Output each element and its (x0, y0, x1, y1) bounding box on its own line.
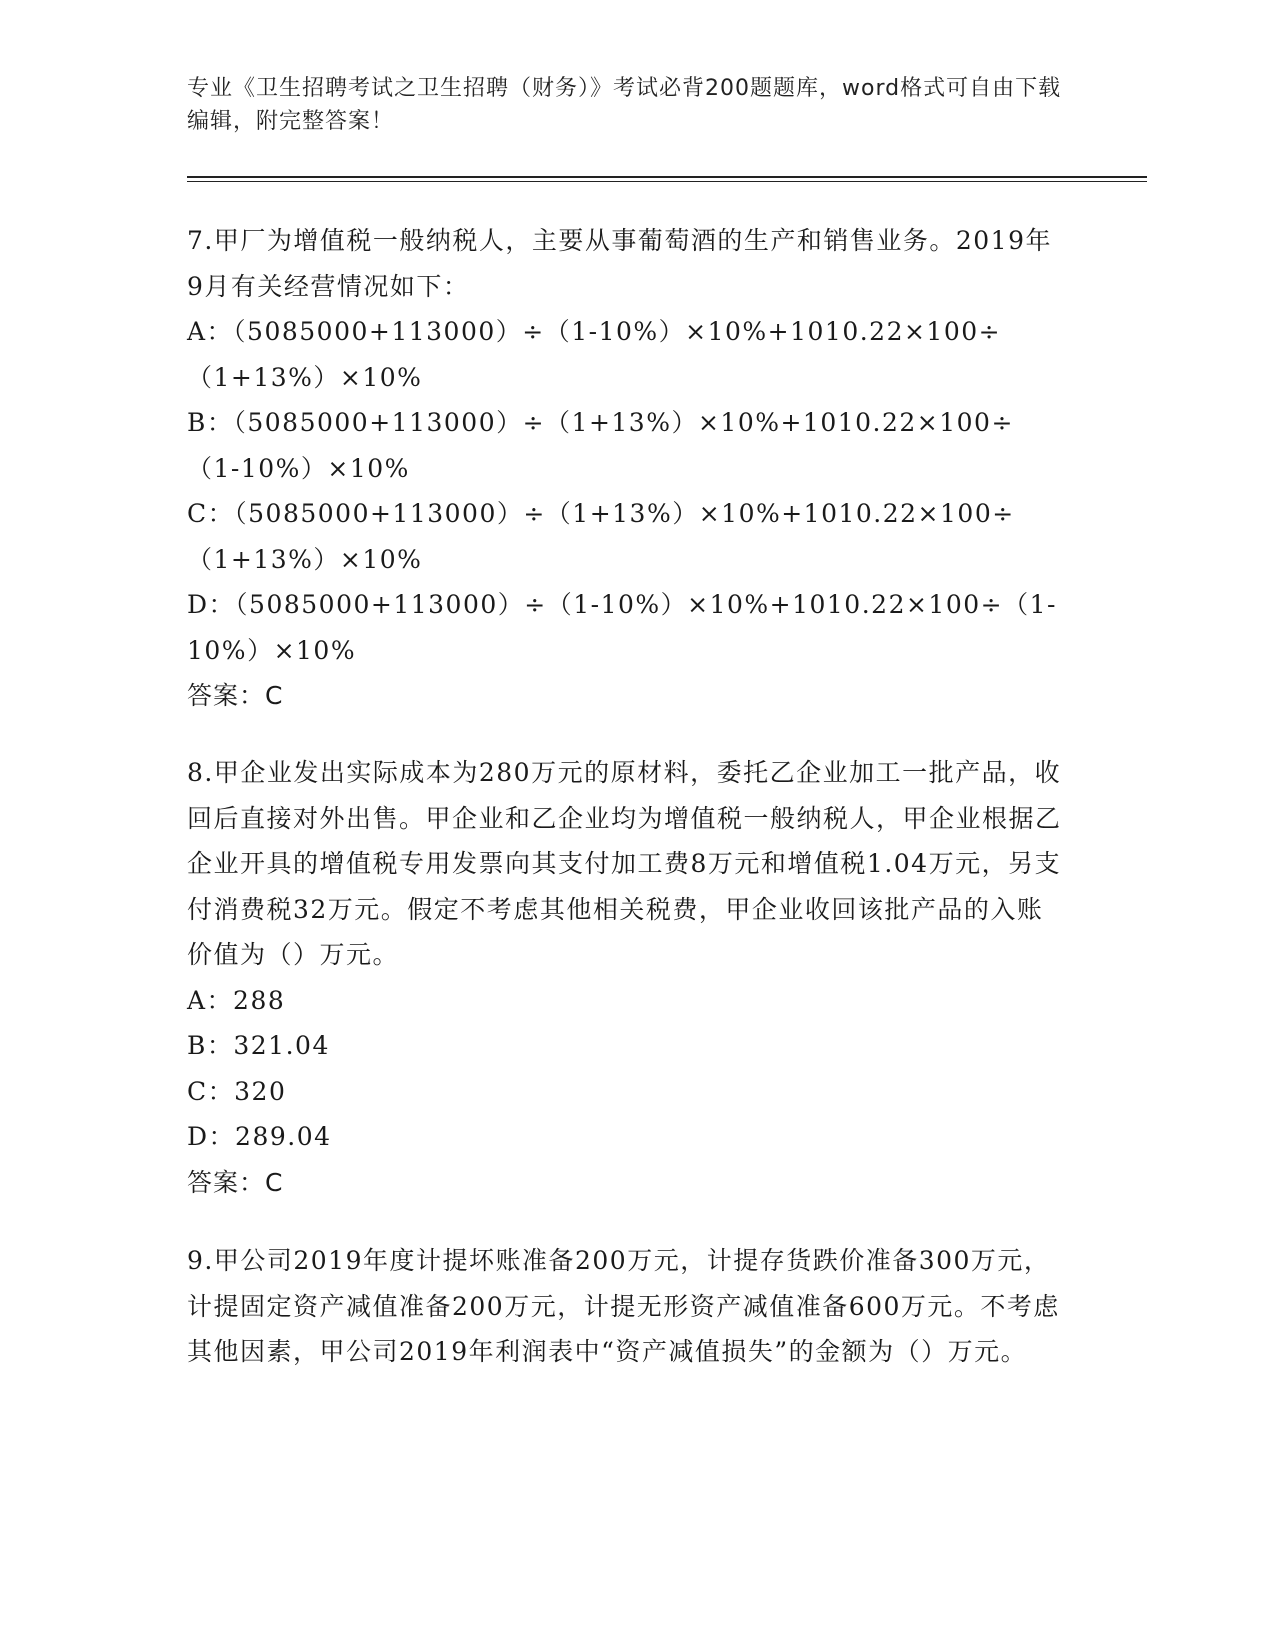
question-9 (187, 1238, 1067, 1375)
answer-line: 答案：C (187, 1167, 284, 1197)
option-d: D：（5085000+113000）÷（1-10%）×10%+1010.22×100÷（1-10%）×10% (187, 590, 1057, 665)
option-d: D：289.04 (187, 1122, 332, 1151)
option-b: B：（5085000+113000）÷（1+13%）×10%+1010.22×100÷（1-10%）×10% (187, 408, 1014, 483)
question-7 (187, 218, 1067, 719)
option-a: A：（5085000+113000）÷（1-10%）×10%+1010.22×100÷（1+13%）×10% (187, 317, 1002, 392)
question-stem: 7.甲厂为增值税一般纳税人，主要从事葡萄酒的生产和销售业务。2019年9月有关经营情况如下： (187, 226, 1052, 301)
header-divider-thin (187, 181, 1147, 182)
option-c: C：（5085000+113000）÷（1+13%）×10%+1010.22×100÷（1+13%）×10% (187, 499, 1015, 574)
question-stem: 8.甲企业发出实际成本为280万元的原材料，委托乙企业加工一批产品，收回后直接对外出售。甲企业和乙企业均为增值税一般纳税人，甲企业根据乙企业开具的增值税专用发票向其支付加工费8万元和增值税1.04万元，另支付消费税32万元。假定不考虑其他相关税费，甲企业收回该批产品的入账价值为（）万元。 (187, 758, 1062, 969)
document-header: 专业《卫生招聘考试之卫生招聘（财务）》考试必背200题题库，word格式可自由下载编辑，附完整答案！ (187, 76, 1062, 134)
header-divider (187, 176, 1147, 178)
question-stem: 9.甲公司2019年度计提坏账准备200万元，计提存货跌价准备300万元，计提固定资产减值准备200万元，计提无形资产减值准备600万元。不考虑其他因素，甲公司2019年利润表中“资产减值损失”的金额为（）万元。 (187, 1246, 1060, 1366)
answer-line: 答案：C (187, 681, 284, 710)
option-c: C：320 (187, 1076, 287, 1106)
question-8 (187, 750, 1067, 1205)
option-a: A：288 (187, 985, 286, 1015)
option-b: B：321.04 (187, 1031, 330, 1060)
